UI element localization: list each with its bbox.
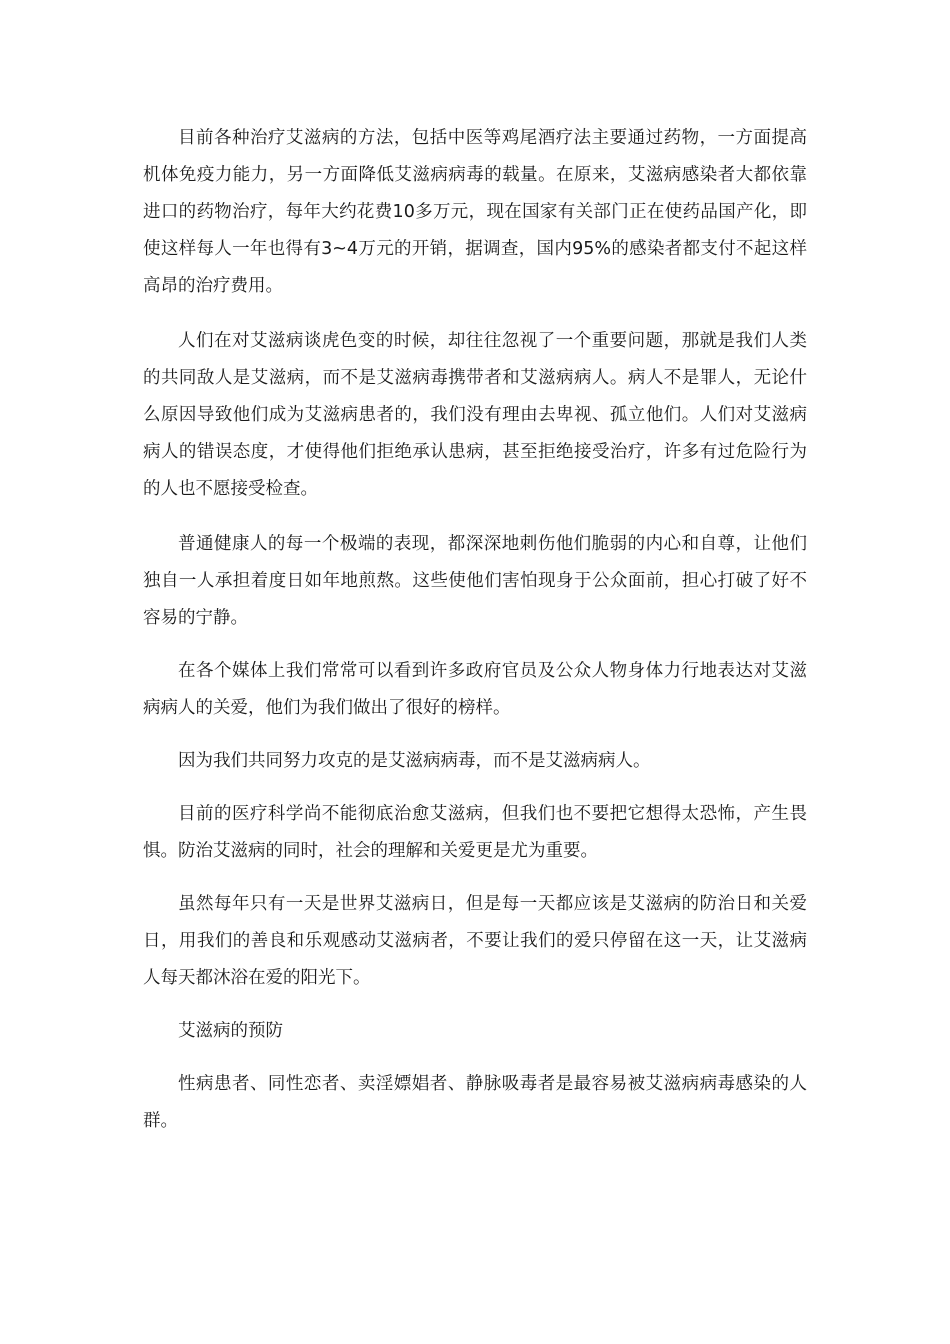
paragraph-understanding-care: 目前的医疗科学尚不能彻底治愈艾滋病，但我们也不要把它想得太恐怖，产生畏惧。防治艾滋病的同时，社会的理解和关爱更是尤为重要。: [143, 804, 807, 861]
paragraph-media-role-models: 在各个媒体上我们常常可以看到许多政府官员及公众人物身体力行地表达对艾滋病病人的关爱，他们为我们做出了很好的榜样。: [143, 661, 807, 718]
paragraph-world-aids-day: 虽然每年只有一天是世界艾滋病日，但是每一天都应该是艾滋病的防治日和关爱日，用我们的善良和乐观感动艾滋病者，不要让我们的爱只停留在这一天，让艾滋病人每天都沐浴在爱的阳光下。: [143, 894, 807, 988]
section-heading-prevention: 艾滋病的预防: [178, 1021, 283, 1041]
paragraph-treatment-cost: 目前各种治疗艾滋病的方法，包括中医等鸡尾酒疗法主要通过药物，一方面提高机体免疫力能力，另一方面降低艾滋病病毒的载量。在原来，艾滋病感染者大都依靠进口的药物治疗，每年大约花费10多万元，现在国家有关部门正在使药品国产化，即使这样每人一年也得有3~4万元的开销，据调查，国内95%的感染者都支付不起这样高昂的治疗费用。: [143, 128, 807, 296]
paragraph-high-risk-groups: 性病患者、同性恋者、卖淫嫖娼者、静脉吸毒者是最容易被艾滋病病毒感染的人群。: [143, 1074, 807, 1131]
paragraph-extreme-reactions: 普通健康人的每一个极端的表现，都深深地刺伤他们脆弱的内心和自尊，让他们独自一人承担着度日如年地煎熬。这些使他们害怕现身于公众面前，担心打破了好不容易的宁静。: [143, 534, 807, 628]
paragraph-common-enemy: 人们在对艾滋病谈虎色变的时候，却往往忽视了一个重要问题，那就是我们人类的共同敌人是艾滋病，而不是艾滋病毒携带者和艾滋病病人。病人不是罪人，无论什么原因导致他们成为艾滋病患者的，我们没有理由去卑视、孤立他们。人们对艾滋病病人的错误态度，才使得他们拒绝承认患病，甚至拒绝接受治疗，许多有过危险行为的人也不愿接受检查。: [143, 331, 807, 499]
document-body: [143, 120, 807, 1140]
paragraph-fight-virus: 因为我们共同努力攻克的是艾滋病病毒，而不是艾滋病病人。: [178, 751, 651, 771]
